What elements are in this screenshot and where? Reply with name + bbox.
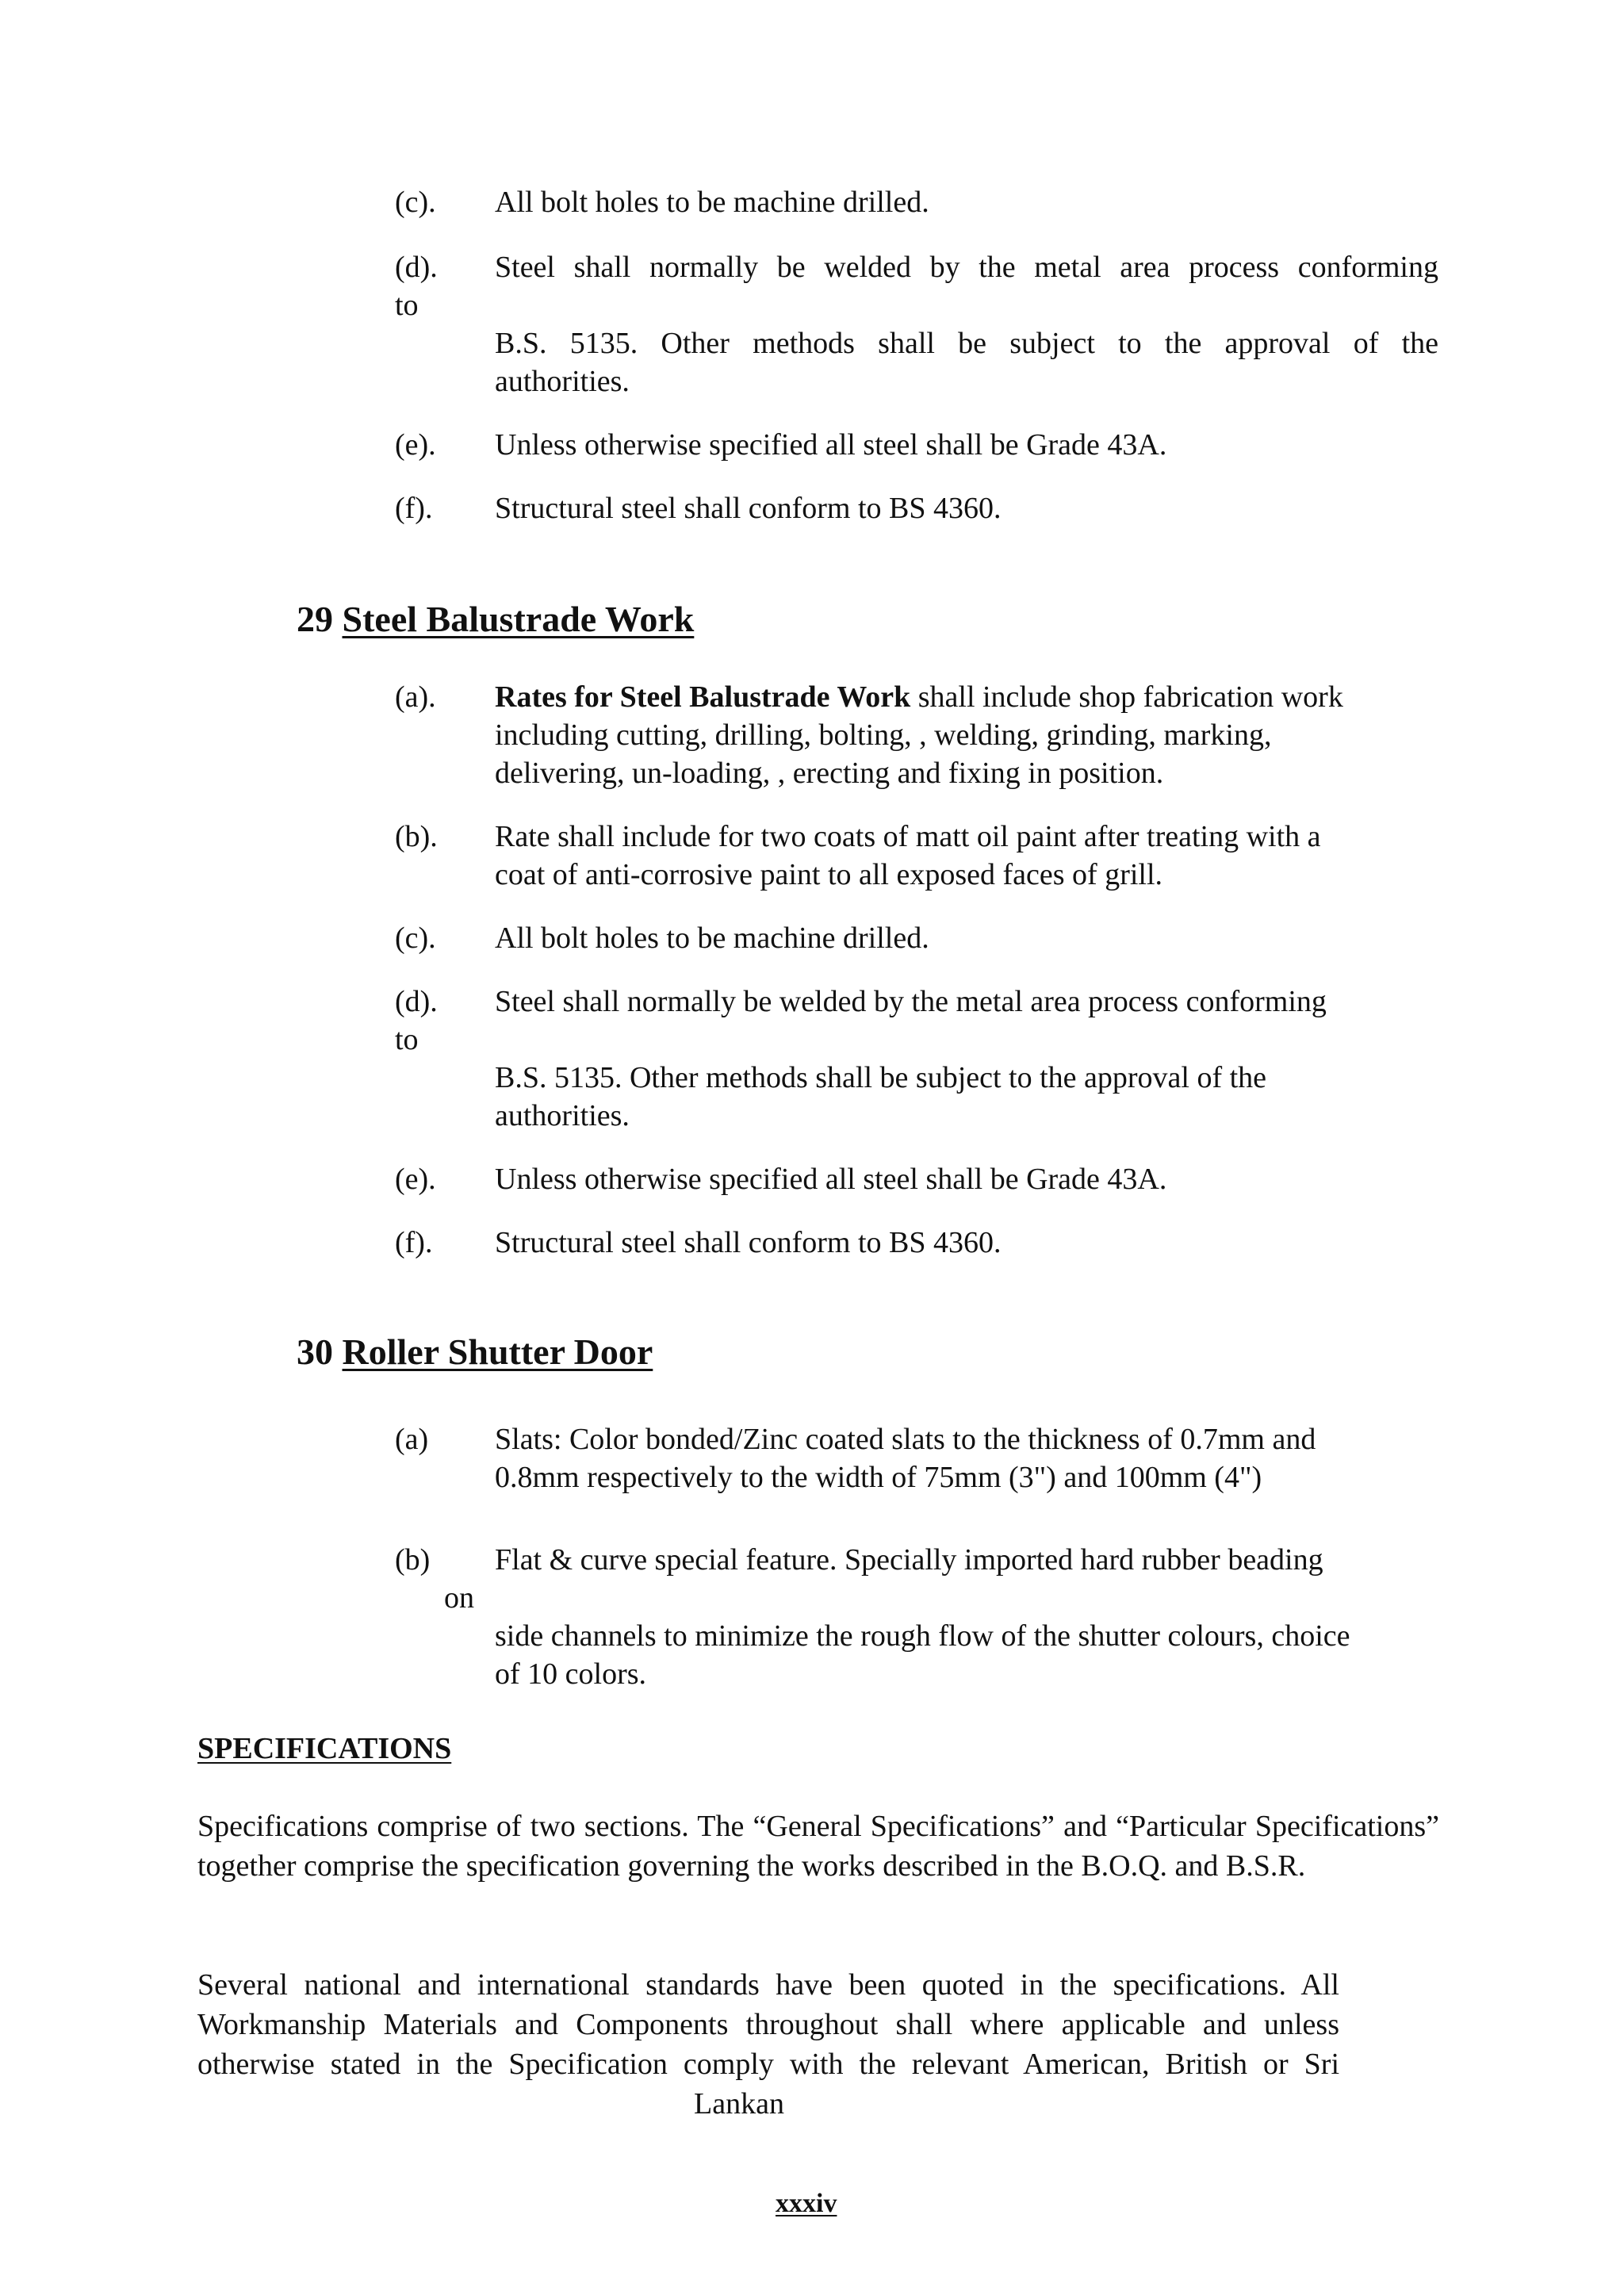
item-label-e: (e).: [395, 428, 436, 462]
s30-text-b-line2: side channels to minimize the rough flow of the shutter colours, choice: [495, 1619, 1350, 1653]
s30-wrap-b: on: [444, 1581, 474, 1615]
s30-text-b-line3: of 10 colors.: [495, 1657, 647, 1691]
para2-line2: Workmanship Materials and Components throughout shall where applicable and unless: [197, 2008, 1339, 2041]
para2-line3: otherwise stated in the Specification comply with the relevant American, British or Sri: [197, 2048, 1339, 2081]
item-label-d: (d).: [395, 251, 438, 284]
specifications-paragraph-1: Specifications comprise of two sections. The “General Specifications” and “Particular Specifications” together comprise the specification governing the works described in the B.O.Q. and B.S.R.: [197, 1810, 1439, 1883]
s29-label-f: (f).: [395, 1226, 433, 1259]
s29-a-bold: Rates for Steel Balustrade Work: [495, 680, 911, 714]
para2-line4: Lankan: [694, 2087, 784, 2121]
section-30-heading: [297, 1331, 653, 1372]
s30-text-b-line1: Flat & curve special feature. Specially imported hard rubber beading: [495, 1543, 1323, 1577]
item-text-f: Structural steel shall conform to BS 4360.: [495, 492, 1002, 525]
page-number: xxxiv: [776, 2189, 837, 2218]
section-29-heading: [297, 601, 694, 638]
item-cont-d: B.S. 5135. Other methods shall be subject to the approval of the: [495, 327, 1438, 360]
s29-label-a: (a).: [395, 680, 436, 714]
item-cont2-d: authorities.: [495, 365, 630, 398]
para2-line1: Several national and international standards have been quoted in the specifications. All: [197, 1968, 1339, 2002]
specifications-heading: SPECIFICATIONS: [197, 1732, 452, 1765]
item-text-e: Unless otherwise specified all steel shall be Grade 43A.: [495, 428, 1167, 462]
item-label-f: (f).: [395, 492, 433, 525]
section-29-title: Steel Balustrade Work: [342, 599, 695, 639]
s29-text-b-line2: coat of anti-corrosive paint to all exposed faces of grill.: [495, 858, 1163, 891]
s29-text-f: Structural steel shall conform to BS 4360.: [495, 1226, 1002, 1259]
s29-text-a-line1: [495, 682, 1343, 712]
s29-text-d-line2: B.S. 5135. Other methods shall be subject to the approval of the: [495, 1061, 1267, 1094]
item-wrap-d: to: [395, 289, 419, 322]
s29-text-a-line3: delivering, un-loading, , erecting and fixing in position.: [495, 757, 1164, 790]
s29-text-a-line2: including cutting, drilling, bolting, , welding, grinding, marking,: [495, 718, 1272, 752]
s29-text-d-line1: Steel shall normally be welded by the metal area process conforming: [495, 985, 1327, 1018]
s29-label-b: (b).: [395, 820, 438, 853]
s30-label-a: (a): [395, 1423, 429, 1456]
section-29-number: 29: [297, 599, 333, 639]
s29-text-e: Unless otherwise specified all steel shall be Grade 43A.: [495, 1163, 1167, 1196]
s30-text-a-line2: 0.8mm respectively to the width of 75mm (3") and 100mm (4"): [495, 1461, 1262, 1494]
section-30-title: Roller Shutter Door: [342, 1331, 653, 1372]
section-30-number: 30: [297, 1331, 333, 1372]
item-text-c: All bolt holes to be machine drilled.: [495, 186, 929, 219]
s29-text-b-line1: Rate shall include for two coats of matt oil paint after treating with a: [495, 820, 1321, 853]
s29-wrap-d: to: [395, 1023, 419, 1056]
s29-label-d: (d).: [395, 985, 438, 1018]
s30-label-b: (b): [395, 1543, 431, 1577]
s29-label-e: (e).: [395, 1163, 436, 1196]
s29-label-c: (c).: [395, 921, 436, 955]
item-text-d: Steel shall normally be welded by the metal area process conforming: [495, 251, 1438, 284]
item-label-c: (c).: [395, 186, 436, 219]
specifications-paragraph-2: [197, 1965, 1339, 2124]
s29-text-d-line3: authorities.: [495, 1099, 630, 1132]
s29-a-rest: shall include shop fabrication work: [910, 680, 1343, 714]
s29-text-c: All bolt holes to be machine drilled.: [495, 921, 929, 955]
s30-text-a-line1: Slats: Color bonded/Zinc coated slats to the thickness of 0.7mm and: [495, 1423, 1316, 1456]
